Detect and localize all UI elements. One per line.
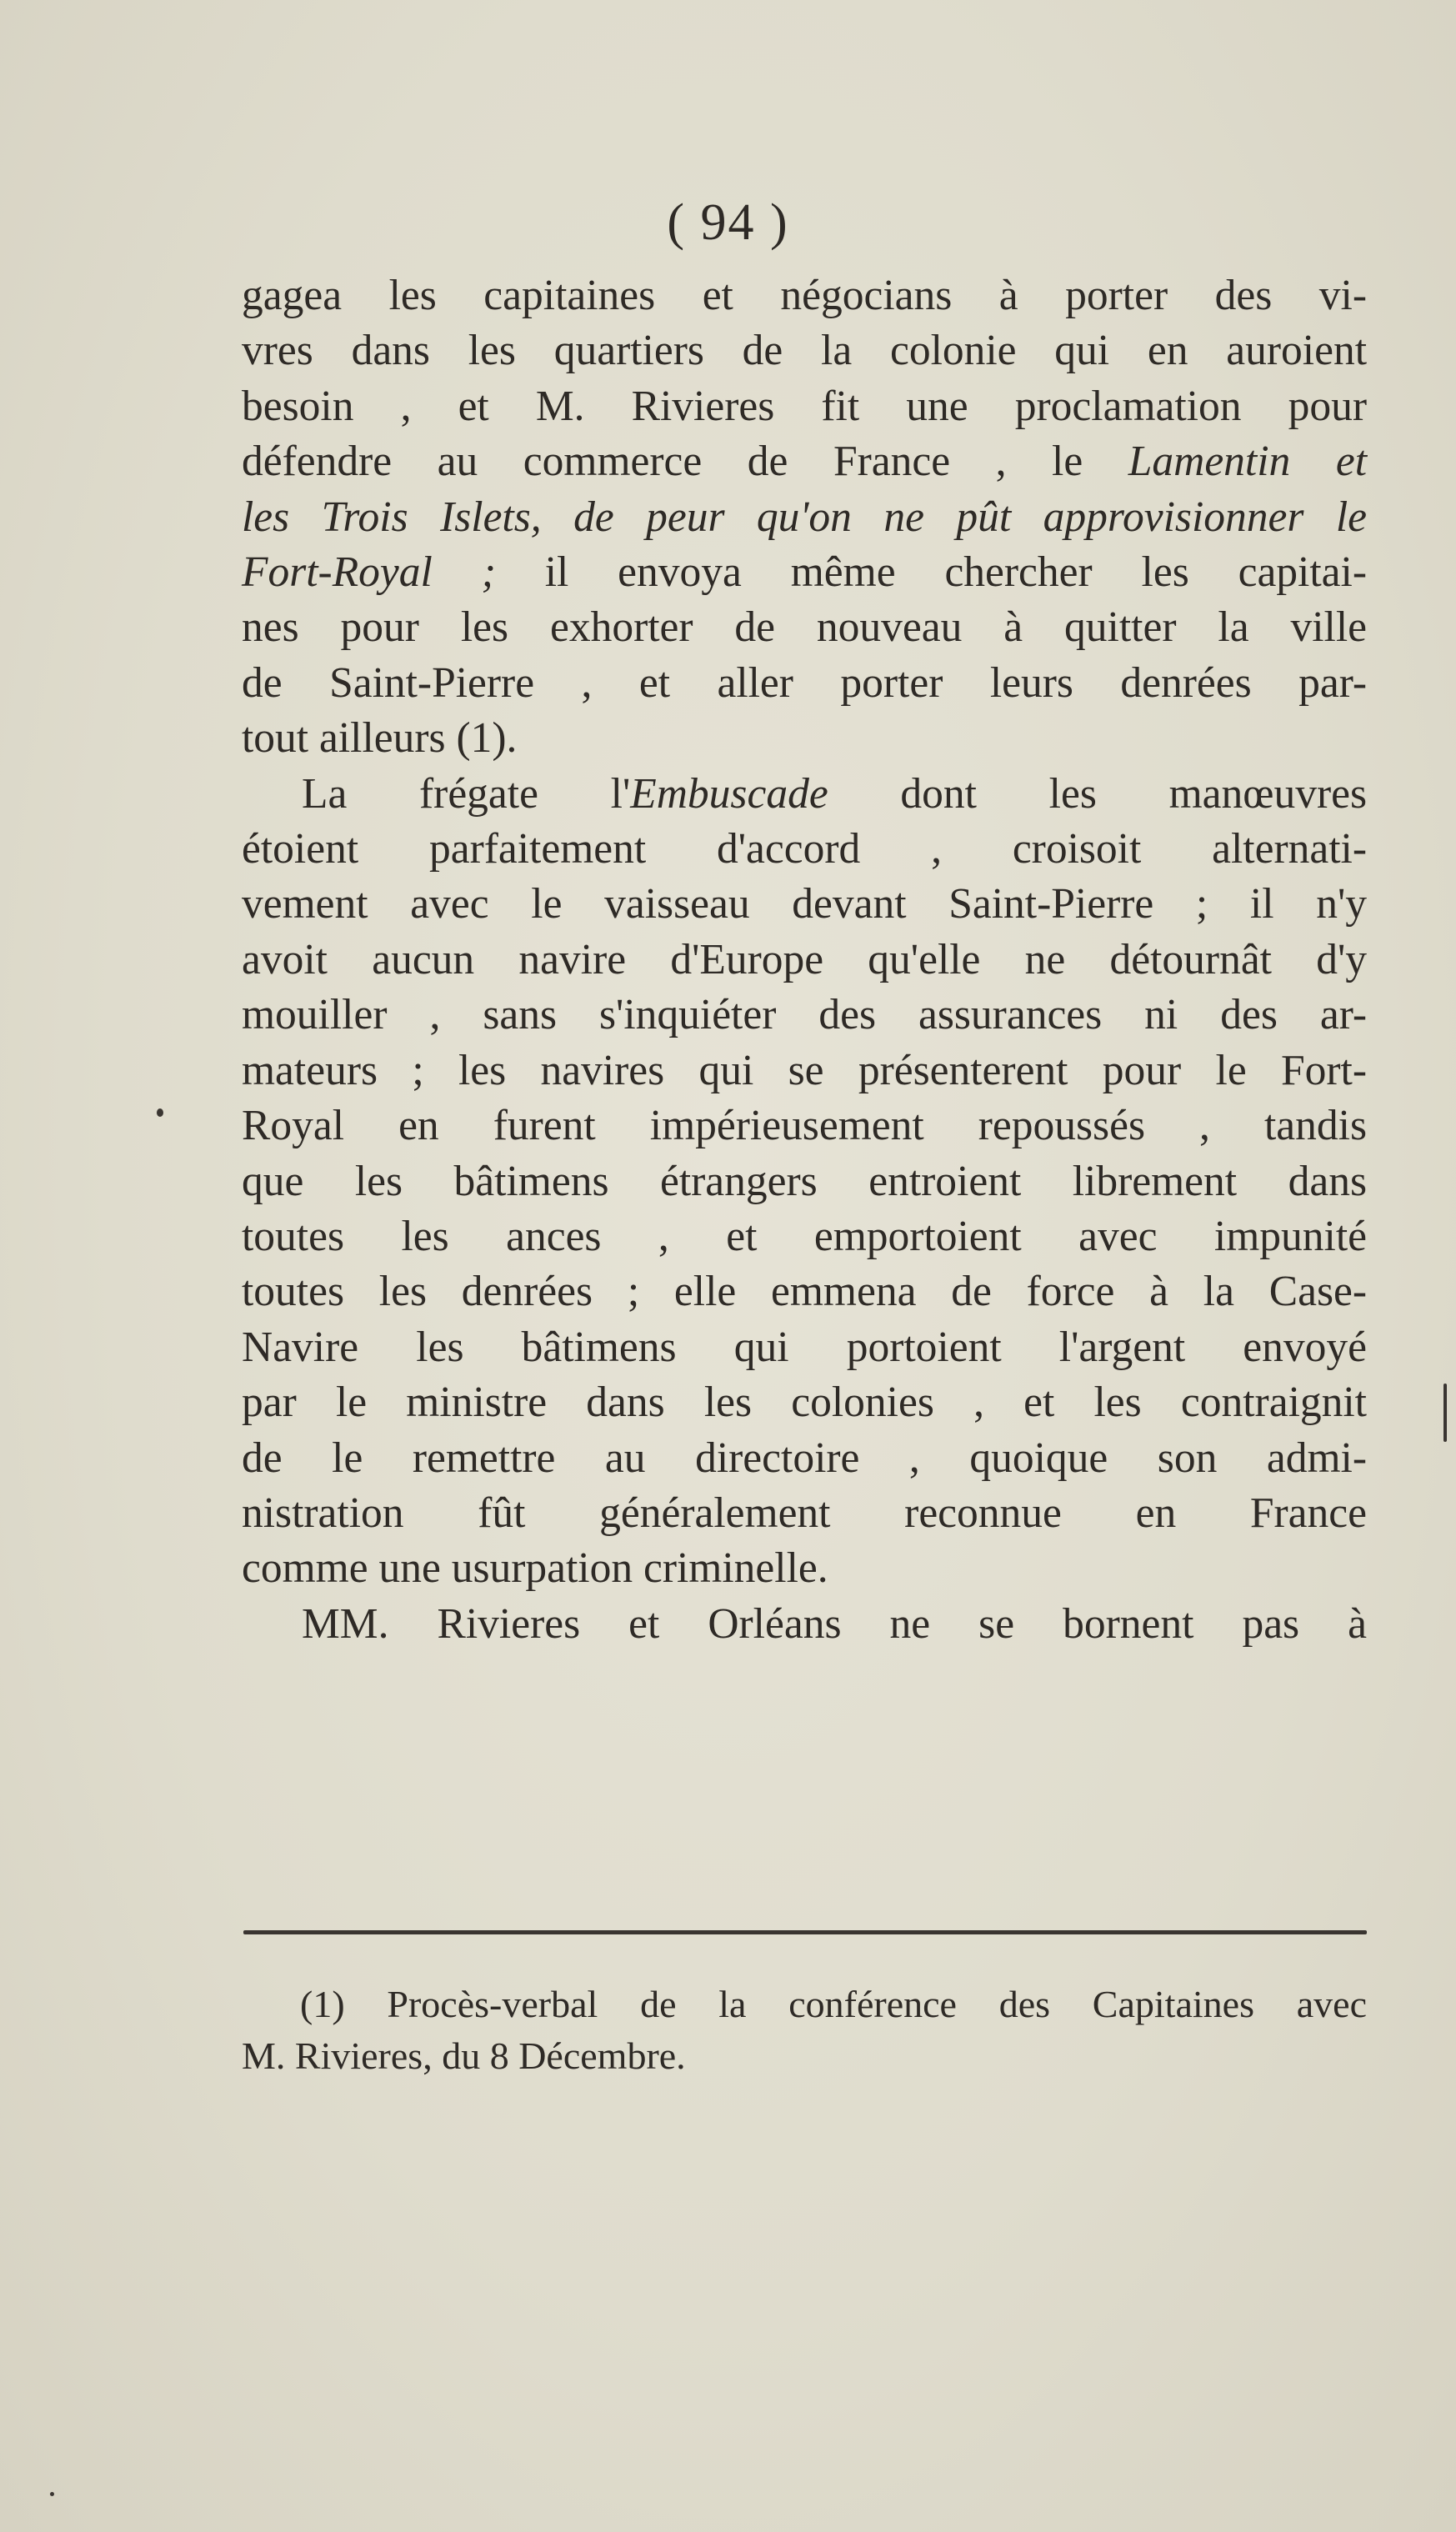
text-segment: MM. Rivieres et Orléans ne se bornent pas à <box>302 1599 1367 1648</box>
text-line <box>242 1597 1367 1652</box>
text-segment: comme une usurpation criminelle. <box>242 1544 828 1593</box>
text-segment: par le ministre dans les colonies , et les contraignit <box>242 1379 1367 1427</box>
text-segment: vres dans les quartiers de la colonie qui en auroient <box>242 327 1367 375</box>
text-segment: tout ailleurs (1). <box>242 714 518 763</box>
text-line <box>242 1043 1367 1098</box>
text-segment: nes pour les exhorter de nouveau à quitter la ville <box>242 603 1367 652</box>
italic-segment: Lamentin et <box>1128 438 1367 486</box>
text-line <box>242 711 1367 766</box>
text-line <box>242 323 1367 378</box>
text-segment: besoin , et M. Rivieres fit une proclamation pour <box>242 382 1367 430</box>
paper-speck <box>50 2492 54 2496</box>
text-segment: de Saint-Pierre , et aller porter leurs denrées par- <box>242 658 1367 707</box>
text-segment: dont les manœuvres <box>828 769 1367 818</box>
page-number: ( 94 ) <box>667 194 789 251</box>
text-line <box>242 1098 1367 1153</box>
text-segment: toutes les ances , et emportoient avec impunité <box>242 1212 1367 1260</box>
text-line <box>242 1320 1367 1375</box>
text-line <box>242 988 1367 1043</box>
text-line <box>242 1431 1367 1486</box>
text-line <box>242 1264 1367 1319</box>
text-segment: mateurs ; les navires qui se présenterent pour le Fort- <box>242 1046 1367 1094</box>
paper-speck <box>1443 1384 1447 1442</box>
text-segment: avoit aucun navire d'Europe qu'elle ne détournât d'y <box>242 935 1367 983</box>
text-line <box>242 1154 1367 1209</box>
footnote <box>242 1979 1367 2082</box>
italic-segment: les Trois Islets, de peur qu'on ne pût approvisionner le <box>242 493 1367 541</box>
text-segment: nistration fût généralement reconnue en France <box>242 1489 1367 1537</box>
text-segment: La frégate l' <box>302 769 631 818</box>
text-line <box>242 1541 1367 1596</box>
text-line <box>242 600 1367 655</box>
italic-segment: Embuscade <box>630 769 828 818</box>
text-line <box>242 434 1367 489</box>
footnote-rule <box>243 1930 1367 1934</box>
text-segment: étoient parfaitement d'accord , croisoit alternati- <box>242 825 1367 873</box>
text-line <box>242 379 1367 434</box>
text-line <box>242 767 1367 822</box>
italic-segment: Fort-Royal ; <box>242 548 496 597</box>
text-segment: Navire les bâtimens qui portoient l'argent envoyé <box>242 1323 1367 1371</box>
text-segment: mouiller , sans s'inquiéter des assurances ni des ar- <box>242 991 1367 1039</box>
text-segment: que les bâtimens étrangers entroient librement dans <box>242 1157 1367 1205</box>
text-line <box>242 490 1367 545</box>
text-line <box>242 933 1367 988</box>
text-line <box>242 1209 1367 1264</box>
text-line <box>242 877 1367 932</box>
footnote-line: (1) Procès-verbal de la conférence des Capitaines avec <box>300 1983 1367 2025</box>
body-text <box>242 268 1367 1652</box>
text-segment: défendre au commerce de France , le <box>242 438 1128 486</box>
text-line <box>242 822 1367 877</box>
text-line <box>242 545 1367 600</box>
text-line <box>242 1486 1367 1541</box>
text-line <box>242 1375 1367 1430</box>
text-segment: toutes les denrées ; elle emmena de force à la Case- <box>242 1268 1367 1316</box>
text-segment: il envoya même chercher les capitai- <box>495 548 1367 597</box>
text-line <box>242 656 1367 711</box>
text-segment: Royal en furent impérieusement repoussés , tandis <box>242 1102 1367 1150</box>
text-segment: gagea les capitaines et négocians à porter des vi- <box>242 272 1367 319</box>
text-segment: de le remettre au directoire , quoique son admi- <box>242 1434 1367 1482</box>
text-segment: vement avec le vaisseau devant Saint-Pierre ; il n'y <box>242 880 1367 928</box>
text-line <box>242 268 1367 323</box>
paper-speck <box>157 1108 163 1117</box>
footnote-line: M. Rivieres, du 8 Décembre. <box>242 2034 686 2077</box>
